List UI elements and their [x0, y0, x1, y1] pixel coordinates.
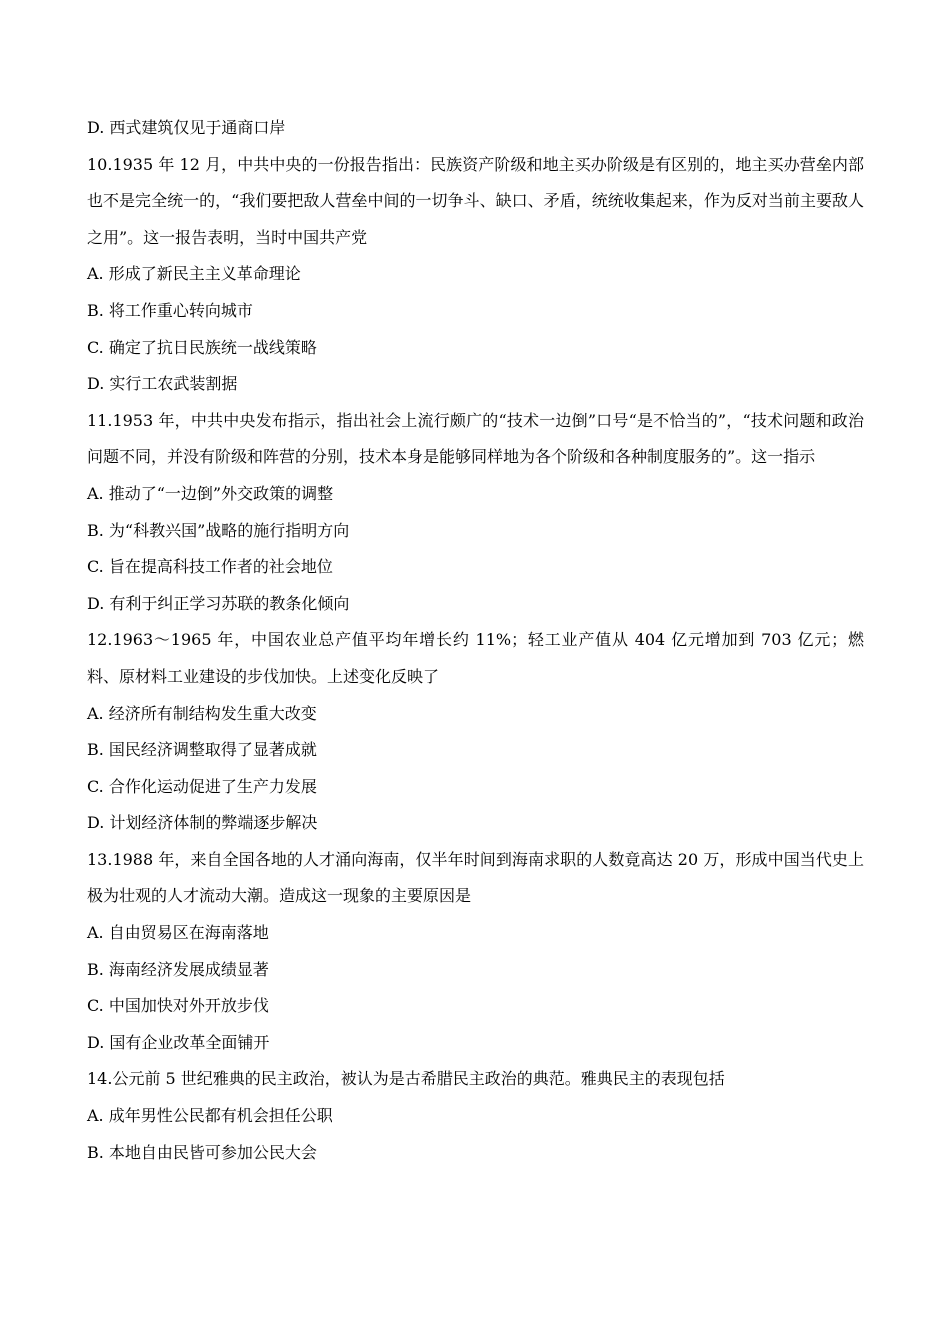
- option-d: D. 西式建筑仅见于通商口岸: [87, 118, 286, 137]
- exam-page: [87, 110, 864, 1171]
- option-a: A. 经济所有制结构发生重大改变: [87, 703, 317, 723]
- option-a: A. 推动了“一边倒”外交政策的调整: [87, 483, 334, 503]
- option-d: D. 国有企业改革全面铺开: [87, 1032, 270, 1052]
- question-stem: 10.1935 年 12 月，中共中央的一份报告指出：民族资产阶级和地主买办阶级是有区别的，地主买办营垒内部也不是完全统一的，“我们要把敌人营垒中间的一切争斗、缺口、矛盾，统统收集起来，作为反对当前主要敌人之用”。这一报告表明，当时中国共产党: [87, 154, 864, 247]
- option-c: C. 旨在提高科技工作者的社会地位: [87, 557, 333, 577]
- option-b: B. 将工作重心转向城市: [87, 300, 253, 320]
- option-c: C. 中国加快对外开放步伐: [87, 996, 269, 1016]
- question-13: [87, 842, 864, 1062]
- option-a: A. 成年男性公民都有机会担任公职: [87, 1106, 333, 1126]
- option-b: B. 本地自由民皆可参加公民大会: [87, 1142, 317, 1162]
- option-c: C. 合作化运动促进了生产力发展: [87, 776, 317, 796]
- option-b: B. 为“科教兴国”战略的施行指明方向: [87, 520, 350, 540]
- option-a: A. 形成了新民主主义革命理论: [87, 264, 301, 284]
- option-b: B. 海南经济发展成绩显著: [87, 959, 269, 979]
- question-14: [87, 1061, 864, 1171]
- option-d: D. 有利于纠正学习苏联的教条化倾向: [87, 593, 350, 613]
- question-10: [87, 147, 864, 403]
- option-c: C. 确定了抗日民族统一战线策略: [87, 337, 317, 357]
- option-b: B. 国民经济调整取得了显著成就: [87, 740, 317, 760]
- question-stem: 13.1988 年，来自全国各地的人才涌向海南，仅半年时间到海南求职的人数竟高达 20 万，形成中国当代史上极为壮观的人才流动大潮。造成这一现象的主要原因是: [87, 849, 864, 906]
- question-12: [87, 622, 864, 842]
- option-d: D. 实行工农武装割据: [87, 374, 238, 394]
- option-d: D. 计划经济体制的弊端逐步解决: [87, 813, 318, 833]
- question-stem: 11.1953 年，中共中央发布指示，指出社会上流行颇广的“技术一边倒”口号“是不恰当的”，“技术问题和政治问题不同，并没有阶级和阵营的分别，技术本身是能够同样地为各个阶级和各种制度服务的”。这一指示: [87, 410, 864, 467]
- question-9-tail: [87, 110, 864, 147]
- question-11: [87, 403, 864, 623]
- option-a: A. 自由贸易区在海南落地: [87, 923, 269, 943]
- question-stem: 14.公元前 5 世纪雅典的民主政治，被认为是古希腊民主政治的典范。雅典民主的表现包括: [87, 1069, 725, 1089]
- question-stem: 12.1963～1965 年，中国农业总产值平均年增长约 11%；轻工业产值从 404 亿元增加到 703 亿元；燃料、原材料工业建设的步伐加快。上述变化反映了: [87, 630, 864, 686]
